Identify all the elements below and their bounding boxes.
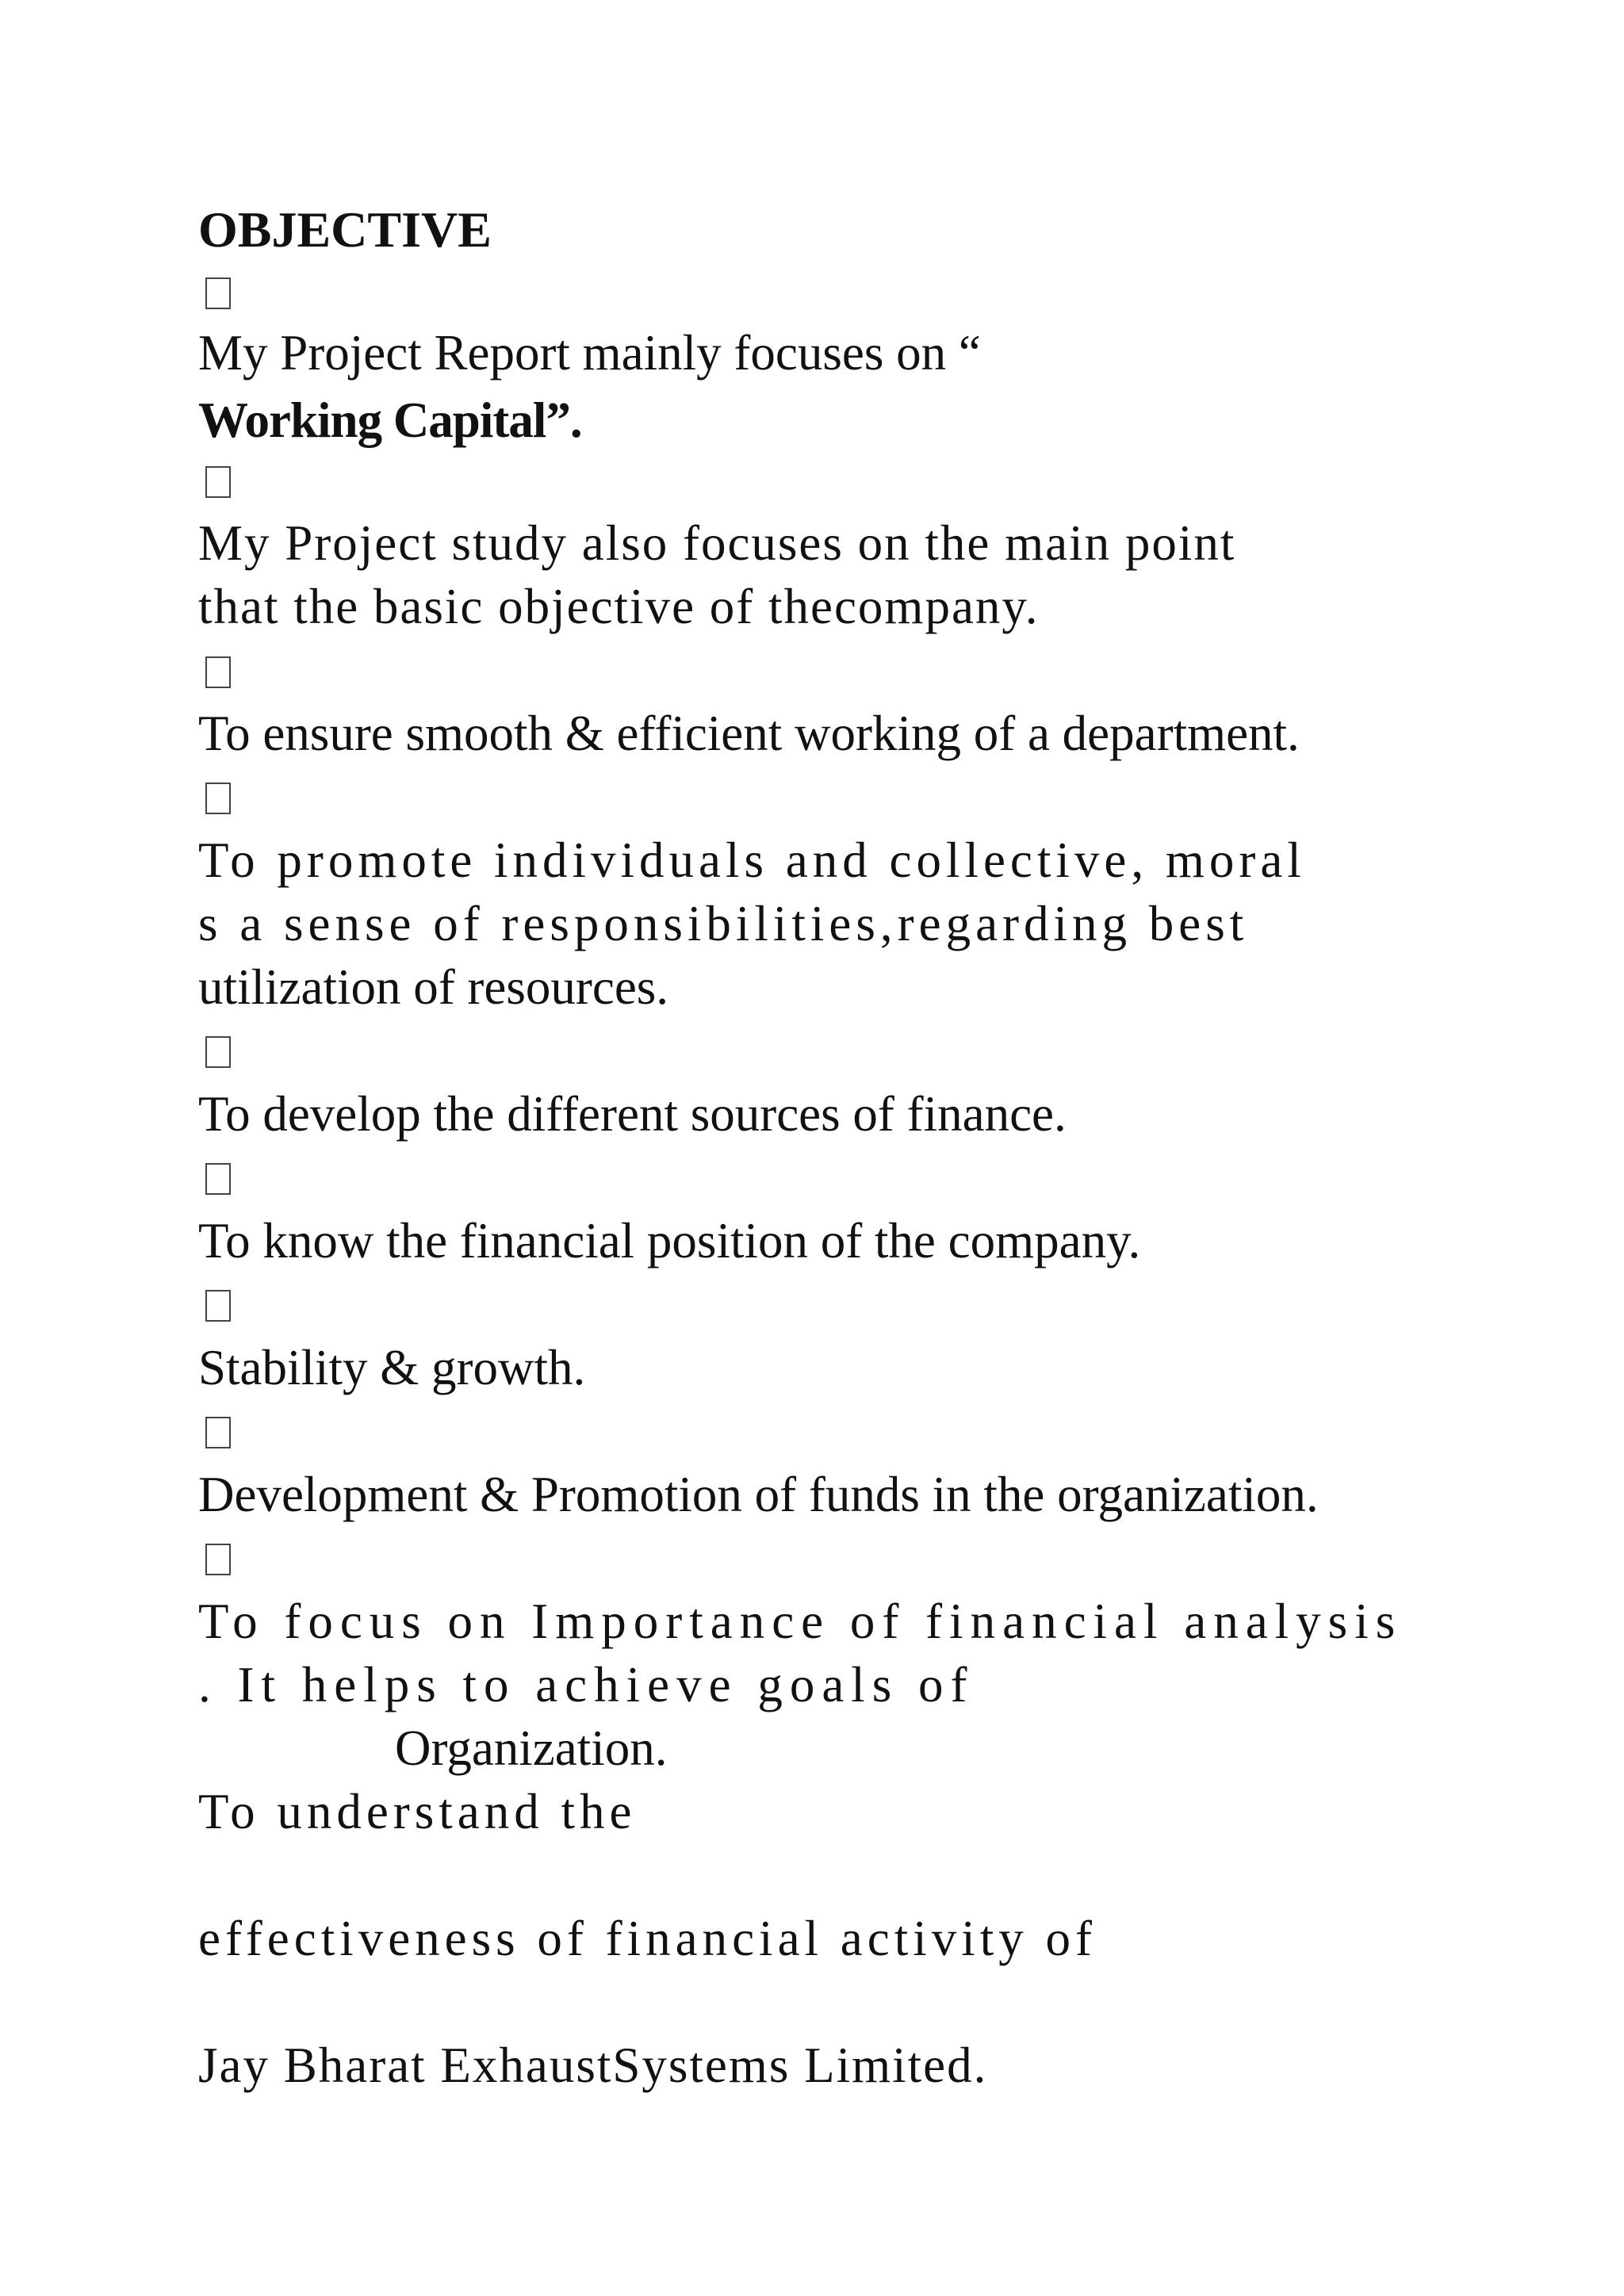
objective-text-line: Working Capital”. bbox=[198, 392, 582, 448]
bullet-box-icon bbox=[205, 1036, 231, 1068]
bullet-box-icon bbox=[205, 656, 231, 688]
bullet-box-icon bbox=[205, 466, 231, 498]
bullet-box-icon bbox=[205, 1290, 231, 1322]
bullet-box-icon bbox=[205, 1544, 231, 1575]
bullet-box-icon bbox=[205, 1163, 231, 1195]
objective-text-line: that the basic objective of thecompany. bbox=[198, 579, 1040, 634]
bullet-box-icon bbox=[205, 783, 231, 814]
objective-text-line: My Project study also focuses on the main point bbox=[198, 515, 1236, 571]
page-title: OBJECTIVE bbox=[198, 201, 492, 258]
bullet-box-icon bbox=[205, 1417, 231, 1448]
objective-text-line: . It helps to achieve goals of bbox=[198, 1657, 975, 1712]
bullet-box-icon bbox=[205, 277, 231, 309]
objective-text-line: To ensure smooth & efficient working of a department. bbox=[198, 706, 1300, 761]
objective-text-line: To understand the bbox=[198, 1784, 637, 1839]
objective-text-line: effectiveness of financial activity of bbox=[198, 1911, 1097, 1966]
objective-text-line: To promote individuals and collective, moral bbox=[198, 832, 1306, 888]
objective-text-line: utilization of resources. bbox=[198, 959, 669, 1015]
objective-text-line: My Project Report mainly focuses on “ bbox=[198, 325, 981, 381]
objective-text-line: Development & Promotion of funds in the organization. bbox=[198, 1467, 1319, 1522]
objective-text-line: Organization. bbox=[395, 1720, 668, 1776]
objective-text-line: To focus on Importance of financial analysis bbox=[198, 1594, 1403, 1649]
objective-text-line: To develop the different sources of finance. bbox=[198, 1086, 1067, 1142]
objective-text-line: Stability & growth. bbox=[198, 1340, 586, 1395]
objective-text-line: s a sense of responsibilities,regarding best bbox=[198, 896, 1249, 951]
objective-text-line: To know the financial position of the company. bbox=[198, 1213, 1141, 1269]
objective-text-line: Jay Bharat ExhaustSystems Limited. bbox=[198, 2038, 988, 2093]
